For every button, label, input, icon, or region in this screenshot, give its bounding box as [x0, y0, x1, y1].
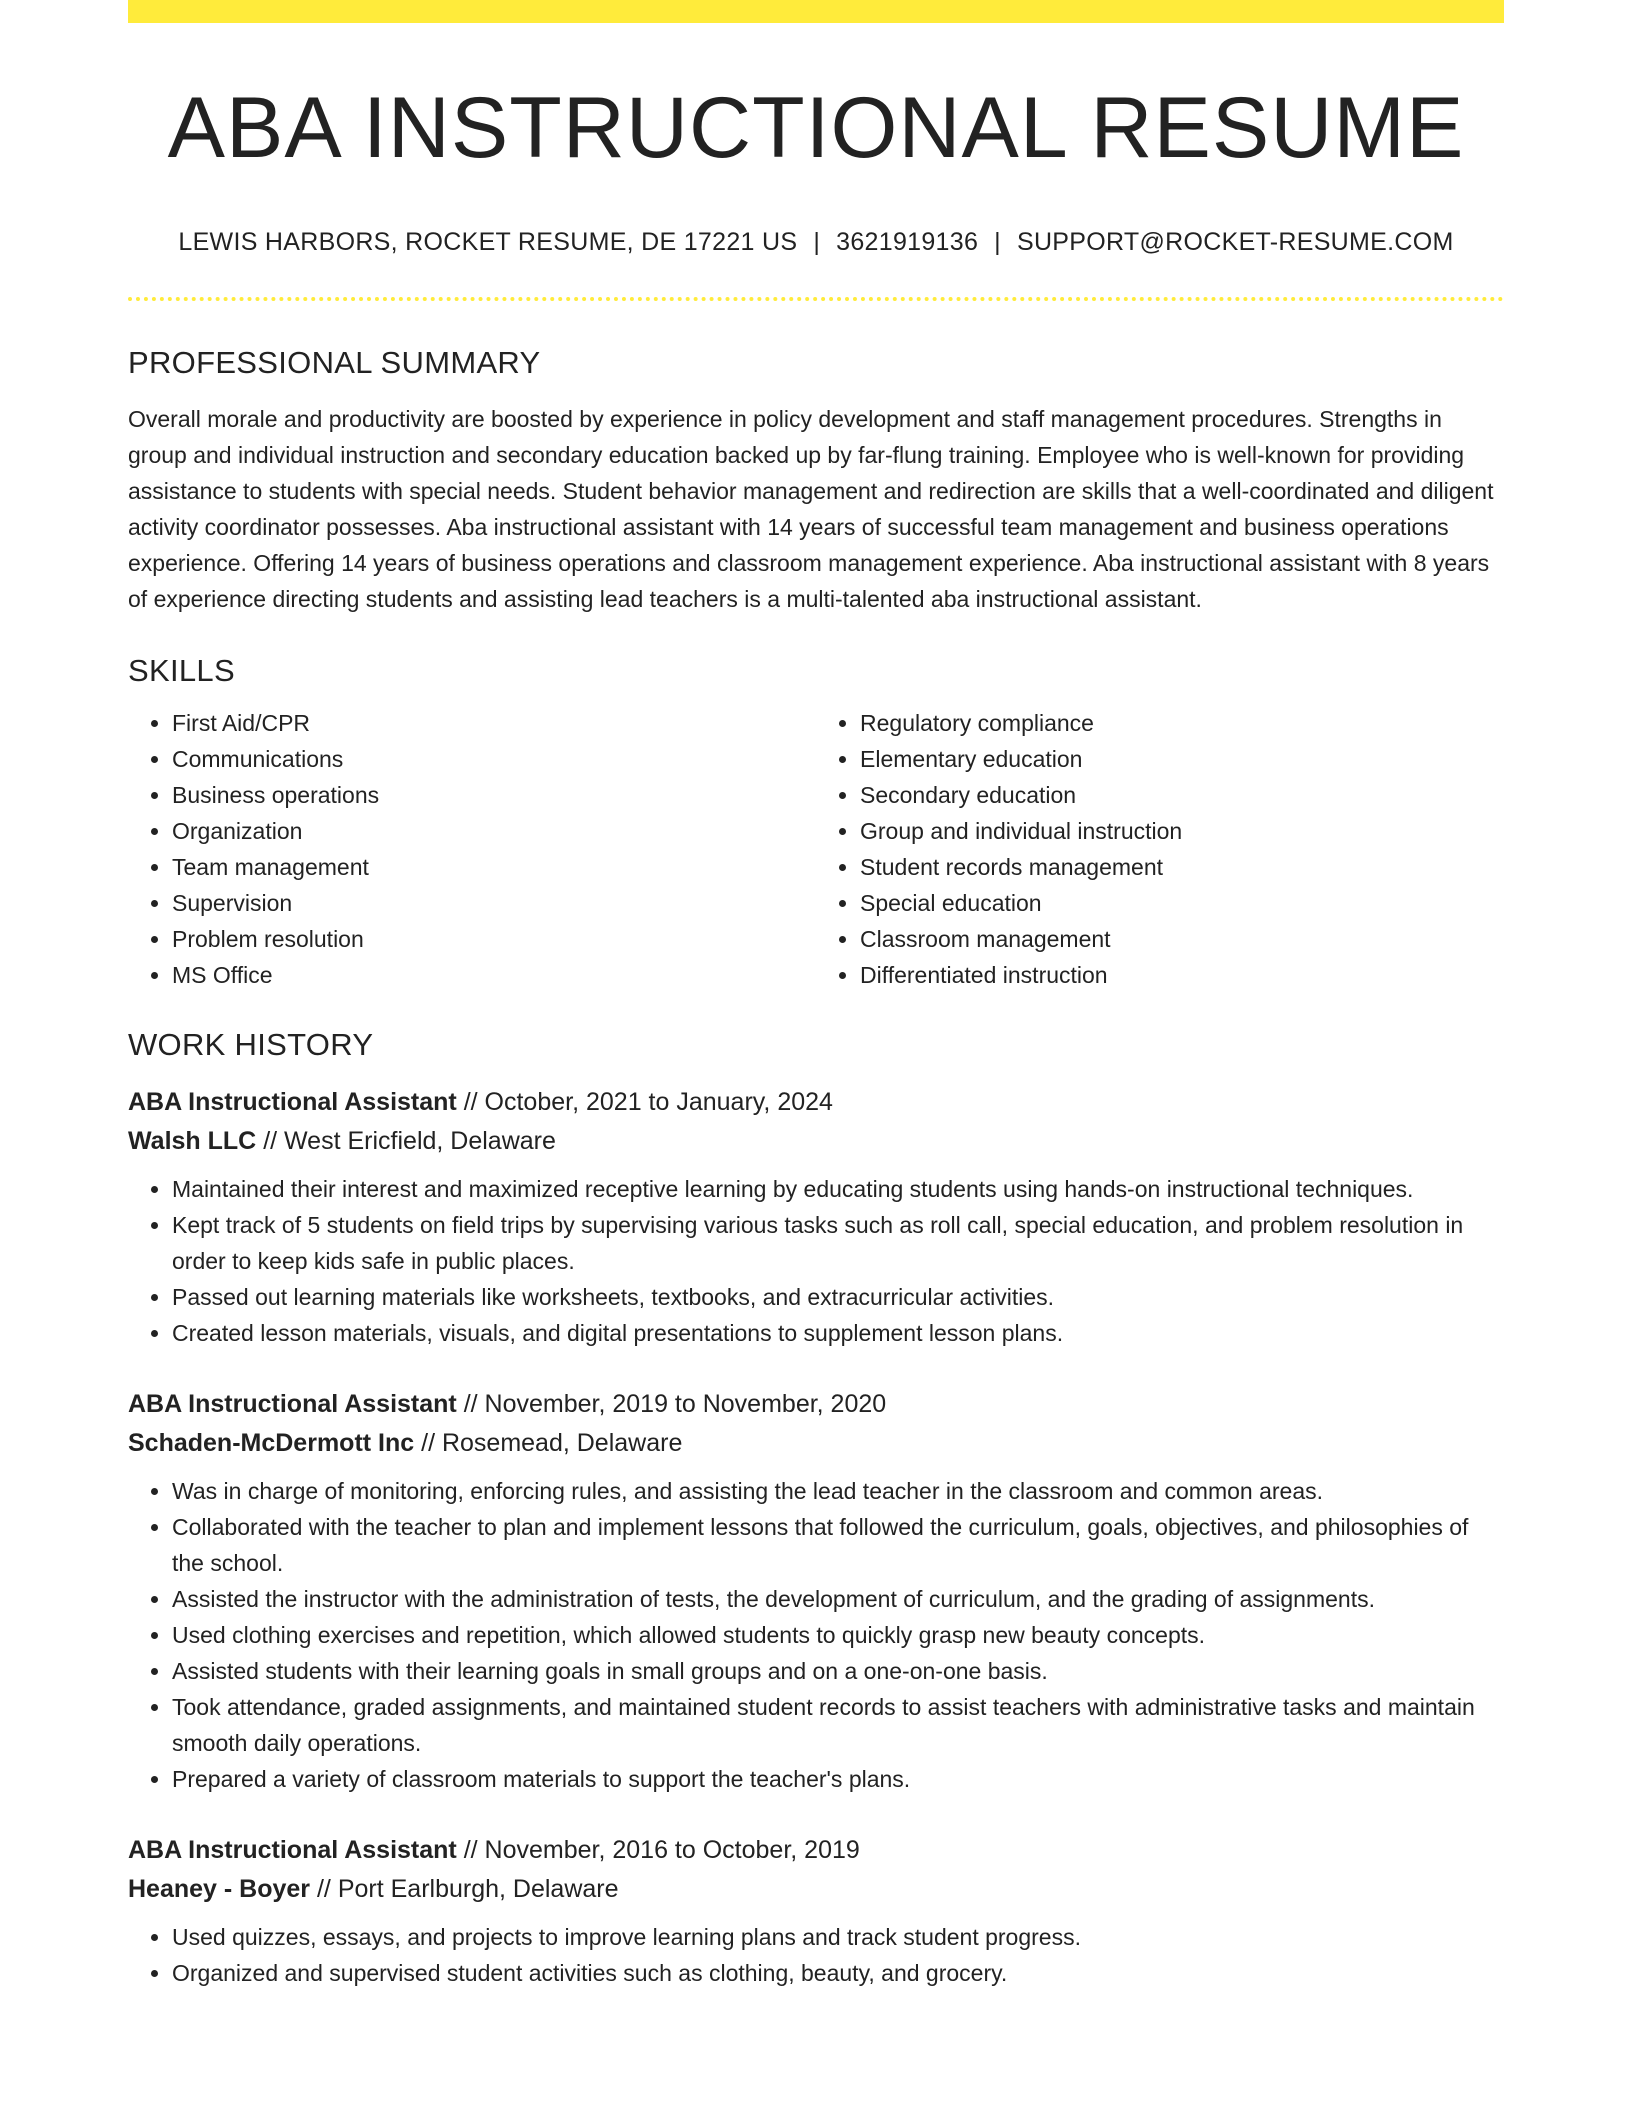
job-company-line — [128, 1870, 1504, 1909]
job-bullet: • Prepared a variety of classroom materials to support the teacher's plans. — [172, 1761, 1504, 1797]
skill-item: • Organization — [172, 813, 816, 849]
contact-separator: | — [813, 227, 821, 256]
job-bullet: • Created lesson materials, visuals, and digital presentations to supplement lesson plans. — [172, 1315, 1504, 1351]
skill-item: • Differentiated instruction — [860, 957, 1504, 993]
skill-item: • Classroom management — [860, 921, 1504, 957]
contact-separator: | — [994, 227, 1001, 256]
job-bullets — [128, 1171, 1504, 1351]
job-role: ABA Instructional Assistant — [128, 1835, 457, 1864]
skill-item: • Team management — [172, 849, 816, 885]
top-accent-bar — [128, 0, 1504, 23]
job-dates: // November, 2019 to November, 2020 — [463, 1389, 887, 1418]
job-bullet: • Was in charge of monitoring, enforcing rules, and assisting the lead teacher in the classroom and common areas. — [172, 1473, 1504, 1509]
job-dates: // October, 2021 to January, 2024 — [463, 1087, 833, 1116]
resume-page — [128, 0, 1504, 1991]
summary-text: Overall morale and productivity are boosted by experience in policy development and staff management procedures. Strengths in group and individual instruction and secondary education backed up by far-flung training. Employee who is well-known for providing assistance to students with special needs. Student behavior management and redirection are skills that a well-coordinated and diligent activity coordinator possesses. Aba instructional assistant with 14 years of successful team management and business operations experience. Offering 14 years of business operations and classroom management experience. Aba instructional assistant with 8 years of experience directing students and assisting lead teachers is a multi-talented aba instructional assistant. — [128, 405, 1494, 612]
work-history-heading: WORK HISTORY — [128, 1026, 374, 1062]
skill-item: • First Aid/CPR — [172, 705, 816, 741]
job-company-line — [128, 1424, 1504, 1463]
job-bullet: • Used clothing exercises and repetition, which allowed students to quickly grasp new beauty concepts. — [172, 1617, 1504, 1653]
job-role-line — [128, 1385, 1504, 1424]
skill-item: • Business operations — [172, 777, 816, 813]
job-role-line — [128, 1831, 1504, 1870]
skill-item: • Special education — [860, 885, 1504, 921]
job-bullet: • Assisted the instructor with the administration of tests, the development of curriculum, and the grading of assignments. — [172, 1581, 1504, 1617]
job-entry — [128, 1083, 1504, 1351]
job-bullet: • Kept track of 5 students on field trips by supervising various tasks such as roll call, special education, and problem resolution in order to keep kids safe in public places. — [172, 1207, 1504, 1279]
job-bullet: • Assisted students with their learning goals in small groups and on a one-on-one basis. — [172, 1653, 1504, 1689]
job-location: // Port Earlburgh, Delaware — [316, 1874, 619, 1903]
job-location: // Rosemead, Delaware — [421, 1428, 683, 1457]
job-company: Walsh LLC — [128, 1126, 257, 1155]
contact-phone: 3621919136 — [836, 227, 979, 256]
job-bullet: • Maintained their interest and maximized receptive learning by educating students using hands-on instructional techniques. — [172, 1171, 1504, 1207]
skill-item: • Elementary education — [860, 741, 1504, 777]
skill-item: • Communications — [172, 741, 816, 777]
job-bullet: • Took attendance, graded assignments, and maintained student records to assist teachers with administrative tasks and maintain smooth daily operations. — [172, 1689, 1504, 1761]
job-role: ABA Instructional Assistant — [128, 1389, 457, 1418]
contact-email: SUPPORT@ROCKET-RESUME.COM — [1016, 227, 1454, 256]
job-company: Schaden-McDermott Inc — [128, 1428, 415, 1457]
skill-item: • Problem resolution — [172, 921, 816, 957]
job-company-line — [128, 1122, 1504, 1161]
job-bullets — [128, 1473, 1504, 1797]
contact-line — [128, 228, 1504, 257]
skills-list-right — [816, 705, 1504, 993]
job-bullets — [128, 1919, 1504, 1991]
job-dates: // November, 2016 to October, 2019 — [463, 1835, 860, 1864]
skill-item: • Regulatory compliance — [860, 705, 1504, 741]
job-bullet: • Used quizzes, essays, and projects to improve learning plans and track student progress. — [172, 1919, 1504, 1955]
job-role-line — [128, 1083, 1504, 1122]
job-bullet: • Passed out learning materials like worksheets, textbooks, and extracurricular activities. — [172, 1279, 1504, 1315]
job-entry — [128, 1831, 1504, 1991]
dotted-divider — [128, 297, 1504, 301]
job-entry — [128, 1385, 1504, 1797]
resume-title: ABA INSTRUCTIONAL RESUME — [167, 80, 1465, 176]
summary-heading: PROFESSIONAL SUMMARY — [128, 344, 541, 380]
skills-list-left — [128, 705, 816, 993]
job-bullet: • Organized and supervised student activities such as clothing, beauty, and grocery. — [172, 1955, 1504, 1991]
job-role: ABA Instructional Assistant — [128, 1087, 457, 1116]
skill-item: • Secondary education — [860, 777, 1504, 813]
skills-columns — [128, 705, 1504, 993]
job-company: Heaney - Boyer — [128, 1874, 311, 1903]
skills-heading: SKILLS — [128, 652, 235, 688]
skill-item: • Supervision — [172, 885, 816, 921]
job-bullet: • Collaborated with the teacher to plan and implement lessons that followed the curriculum, goals, objectives, and philosophies of the school. — [172, 1509, 1504, 1581]
skill-item: • MS Office — [172, 957, 816, 993]
job-location: // West Ericfield, Delaware — [263, 1126, 556, 1155]
skill-item: • Student records management — [860, 849, 1504, 885]
skill-item: • Group and individual instruction — [860, 813, 1504, 849]
contact-address: LEWIS HARBORS, ROCKET RESUME, DE 17221 US — [178, 227, 798, 256]
